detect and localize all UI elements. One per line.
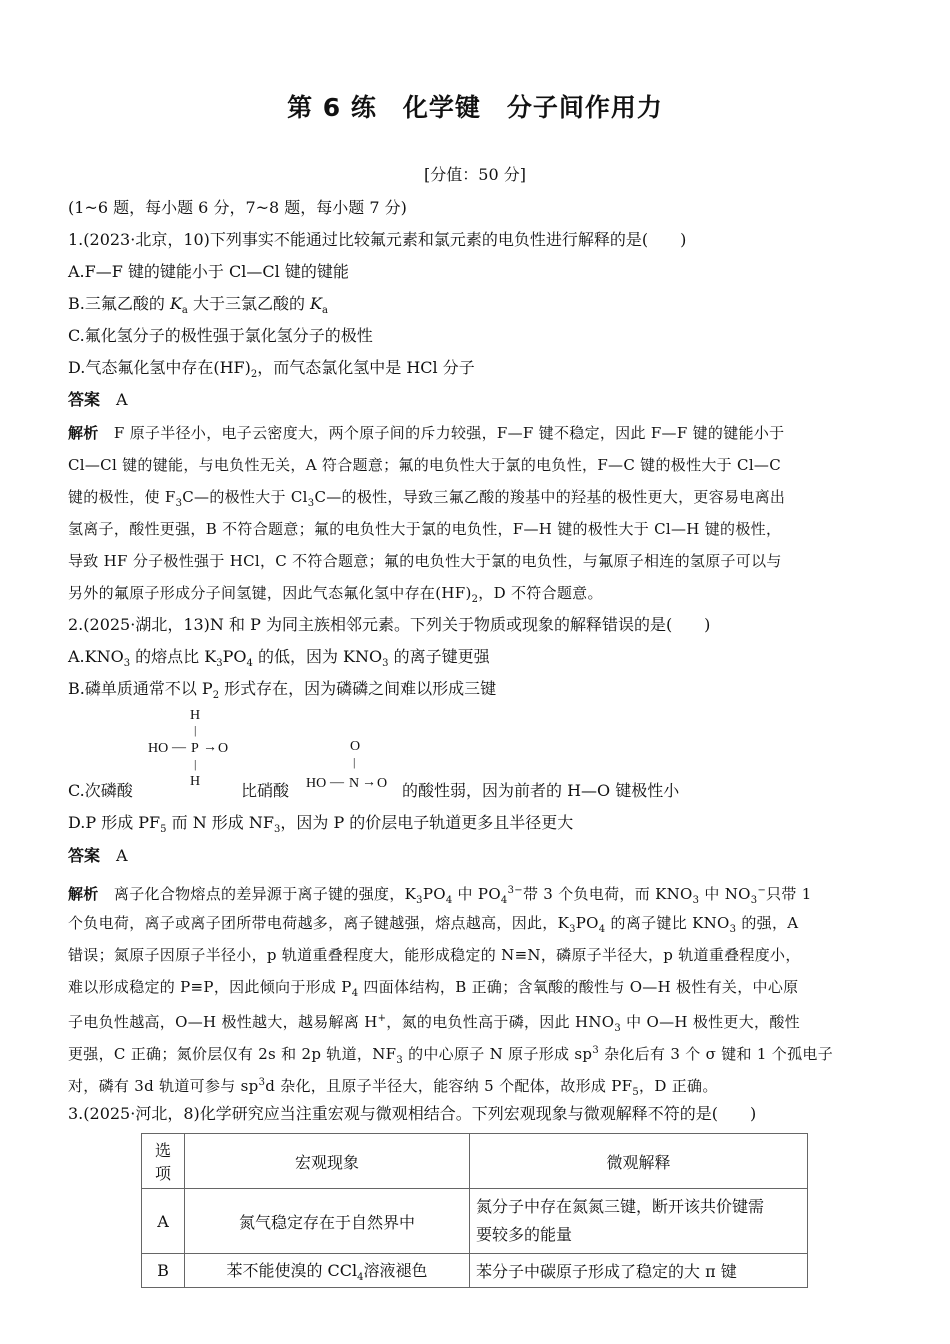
table-row [142,1254,808,1288]
bond-vertical-bottom: | [194,757,197,771]
h-atom-top: H [190,708,201,723]
row-a-option: A [142,1189,185,1254]
q2-option-b: B.磷单质通常不以 $P_2$ 形式存在，因为磷磷之间难以形成三键 [68,679,497,702]
header-micro: 微观解释 [470,1134,808,1189]
h-atom-bottom: H [190,774,201,789]
table-header-row [142,1134,808,1189]
q1-stem: 1.(2023·北京，10)下列事实不能通过比较氟元素和氯元素的电负性进行解释的是( ) [68,230,687,249]
table-row [142,1189,808,1254]
bond-vertical-top: | [194,723,197,737]
q3-stem: 3.(2025·河北，8)化学研究应当注重宏观与微观相结合。下列宏观现象与微观解释不符的是( ) [68,1104,757,1123]
q1-option-d: D.气态氟化氢中存在$(HF)_2$，而气态氯化氢中是 HCl 分子 [68,358,475,381]
q2-explanation-line4: 难以形成稳定的 P≡P，因此倾向于形成 $P_4$ 四面体结构，B 正确；含氧酸的酸性与 O—H 极性有关，中心原 [68,978,799,999]
q2-explanation-line6: 更强，C 正确；氮价层仅有 2s 和 2p 轨道，$NF_3$ 的中心原子 N 原子形成 $sp^3$ 杂化后有 3 个 σ 键和 1 个孤电子 [68,1045,834,1066]
q1-explanation-line4: 氢离子，酸性更强，B 不符合题意；氟的电负性大于氯的电负性，F—H 键的极性大于 Cl—H 键的极性， [68,520,782,538]
score-info: [分值：50 分] [424,165,526,184]
q1-explanation-line1: 解析 F 原子半径小，电子云密度大，两个原子间的斥力较强，F—F 键不稳定，因此 F—F 键的键能小于 [68,424,785,442]
q1-answer: 答案 A [68,390,128,409]
n-atom: N [349,776,360,791]
bond-ho-n: — [330,775,344,790]
p-atom: P [191,741,199,756]
o-atom: O [218,741,229,756]
q2-option-c: C.次磷酸 [68,781,133,800]
row-b-macro: 苯不能使溴的 CCl$_4$溶液褪色 [185,1254,470,1288]
q1-option-c: C.氟化氢分子的极性强于氯化氢分子的极性 [68,326,373,345]
o-atom-right: O [377,776,388,791]
bond-ho-p: — [172,740,186,755]
q1-explanation-line5: 导致 HF 分子极性强于 HCl，C 不符合题意；氟的电负性大于氯的电负性，与氟原子相连的氢原子可以与 [68,552,782,570]
row-b-micro: 苯分子中碳原子形成了稳定的大 π 键 [470,1254,808,1288]
page-title: 第 6 练 化学键 分子间作用力 [287,93,663,122]
double-bond: | [353,755,356,769]
row-a-macro: 氮气稳定存在于自然界中 [185,1189,470,1254]
ho-group: HO [148,741,169,756]
q2-option-c-mid: 比硝酸 [241,781,290,800]
q1-option-b: B.三氟乙酸的 $K_a$ 大于三氯乙酸的 $K_a$ [68,294,328,317]
q2-option-d: D.P 形成 $PF_5$ 而 N 形成 $NF_3$，因为 P 的价层电子轨道更多且半径更大 [68,813,574,836]
dative-bond-arrow: → [203,740,217,755]
q1-explanation-line2: Cl—Cl 键的键能，与电负性无关，A 符合题意；氟的电负性大于氯的电负性，F—C 键的极性大于 Cl—C [68,456,781,474]
q1-option-a: A.F—F 键的键能小于 Cl—Cl 键的键能 [68,262,349,281]
q2-explanation-line7: 对，磷有 3d 轨道可参与 $sp^3d$ 杂化，且原子半径大，能容纳 5 个配体，故形成 $PF_5$，D 正确。 [68,1077,718,1098]
q1-explanation-line3: 键的极性，使 $F_3C—$的极性大于 $Cl_3C—$的极性，导致三氟乙酸的羧基中的羟基的极性更大，更容易电离出 [68,488,786,509]
q2-answer: 答案 A [68,846,128,865]
header-macro: 宏观现象 [185,1134,470,1189]
o-atom-top: O [350,739,361,754]
ho-group: HO [306,776,327,791]
q2-explanation-line3: 错误；氮原子因原子半径小，p 轨道重叠程度大，能形成稳定的 N≡N，磷原子半径大，p 轨道重叠程度小， [68,946,801,964]
q1-explanation-line6: 另外的氟原子形成分子间氢键，因此气态氟化氢中存在$(HF)_2$，D 不符合题意。 [68,584,603,605]
row-b-option: B [142,1254,185,1288]
q2-stem: 2.(2025·湖北，13)N 和 P 为同主族相邻元素。下列关于物质或现象的解释错误的是( ) [68,615,711,634]
row-a-micro: 氮分子中存在氮氮三键，断开该共价键需 要较多的能量 [470,1189,808,1254]
q2-option-a: $A.KNO_3$ 的熔点比 $K_3PO_4$ 的低，因为 $KNO_3$ 的离子键更强 [68,647,490,670]
dative-bond-arrow: → [362,775,376,790]
q2-explanation-line5: 子电负性越高，O—H 极性越大，越易解离 H+，氮的电负性高于磷，因此 $HNO_3$ 中 O—H 极性更大，酸性 [68,1013,800,1034]
q2-option-c-end: 的酸性弱，因为前者的 H—O 键极性小 [402,781,680,800]
q2-explanation-line1: 解析 离子化合物熔点的差异源于离子键的强度，$K_3PO_4$ 中 $PO_4^{3-}$带 3 个负电荷，而 $KNO_3$ 中 $NO_3^-$只带 1 [68,885,812,906]
scoring-note: (1~6 题，每小题 6 分，7~8 题，每小题 7 分) [68,198,407,217]
header-option: 选项 [142,1134,185,1189]
q2-explanation-line2: 个负电荷，离子或离子团所带电荷越多，离子键越强，熔点越高，因此，$K_3PO_4$ 的离子键比 $KNO_3$ 的强，A [68,914,799,935]
q3-table [141,1133,808,1288]
